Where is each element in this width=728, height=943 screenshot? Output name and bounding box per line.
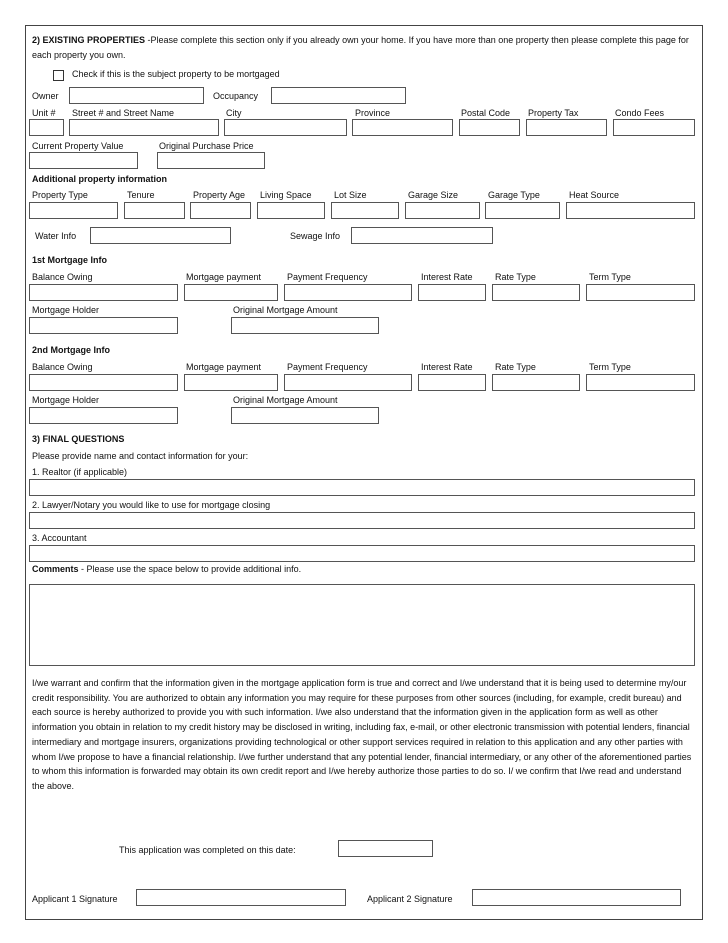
street-input[interactable]	[69, 119, 219, 136]
mortgage1-rate-label: Interest Rate	[421, 272, 473, 282]
purchase-price-label: Original Purchase Price	[159, 141, 254, 151]
purchase-price-input[interactable]	[157, 152, 265, 169]
mortgage2-rate-type-label: Rate Type	[495, 362, 536, 372]
mortgage2-rate-label: Interest Rate	[421, 362, 473, 372]
heat-source-input[interactable]	[566, 202, 695, 219]
province-label: Province	[355, 108, 391, 118]
unit-input[interactable]	[29, 119, 64, 136]
property-tax-input[interactable]	[526, 119, 607, 136]
mortgage1-rate-input[interactable]	[418, 284, 486, 301]
water-info-input[interactable]	[90, 227, 231, 244]
mortgage1-rate-type-input[interactable]	[492, 284, 580, 301]
mortgage2-rate-type-input[interactable]	[492, 374, 580, 391]
occupancy-input[interactable]	[271, 87, 406, 104]
garage-type-input[interactable]	[485, 202, 560, 219]
declaration-text: I/we warrant and confirm that the information given in the mortgage application form is true and correct and I/we understand that it is being used to determine my/our credit responsibility. You are authorized to obtain any information you may require for these purposes from other sources (including, for example, credit bureau) and each source is hereby authorized to provide you with such information. I/we also understand that the information given in the application form as well as other information you obtain in relation to my credit history may be disclosed in writing, including fax, e-mail, or other electronic transmission with potential lenders, financial intermediary and mortgage insurers, organizations providing technological or other support services required in relation to this application and any other parties with whom I/we propose to have a financial relationship. I/we further understand that any potential lender, financial intermediary, or any other of the aforementioned parties to whom this information is forwarded may obtain its own credit report and I/we hereby authorize those parties to do so. I/ we confirm that I/we read and understand the above.	[32, 678, 692, 791]
owner-label: Owner	[32, 91, 59, 101]
property-age-label: Property Age	[193, 190, 246, 200]
mortgage2-original-input[interactable]	[231, 407, 379, 424]
garage-size-label: Garage Size	[408, 190, 459, 200]
comments-label: Comments	[32, 564, 79, 574]
water-info-label: Water Info	[35, 231, 77, 241]
section-2-intro-text: -Please complete this section only if you already own your home. If you have more than one property then please complete this page for each property you own.	[32, 35, 689, 60]
lot-size-input[interactable]	[331, 202, 399, 219]
sewage-info-input[interactable]	[351, 227, 493, 244]
mortgage2-holder-input[interactable]	[29, 407, 178, 424]
mortgage1-term-input[interactable]	[586, 284, 695, 301]
tenure-input[interactable]	[124, 202, 185, 219]
applicant2-signature-label: Applicant 2 Signature	[367, 894, 453, 904]
subject-property-label: Check if this is the subject property to be mortgaged	[72, 69, 280, 79]
mortgage2-balance-input[interactable]	[29, 374, 178, 391]
lawyer-label: 2. Lawyer/Notary you would like to use for mortgage closing	[32, 500, 271, 510]
mortgage1-frequency-input[interactable]	[284, 284, 412, 301]
completion-date-label: This application was completed on this date:	[119, 845, 296, 855]
realtor-input[interactable]	[29, 479, 695, 496]
mortgage2-frequency-input[interactable]	[284, 374, 412, 391]
province-input[interactable]	[352, 119, 453, 136]
mortgage2-term-input[interactable]	[586, 374, 695, 391]
property-tax-label: Property Tax	[528, 108, 579, 118]
comments-hint: - Please use the space below to provide additional info.	[78, 564, 302, 574]
property-type-label: Property Type	[32, 190, 88, 200]
mortgage2-term-label: Term Type	[589, 362, 631, 372]
current-value-input[interactable]	[29, 152, 138, 169]
applicant2-signature-input[interactable]	[472, 889, 681, 906]
mortgage1-balance-input[interactable]	[29, 284, 178, 301]
postal-code-input[interactable]	[459, 119, 520, 136]
applicant1-signature-label: Applicant 1 Signature	[32, 894, 118, 904]
mortgage1-original-input[interactable]	[231, 317, 379, 334]
mortgage2-balance-label: Balance Owing	[32, 362, 93, 372]
section-2-intro	[32, 33, 696, 63]
living-space-label: Living Space	[260, 190, 312, 200]
mortgage1-rate-type-label: Rate Type	[495, 272, 536, 282]
mortgage1-holder-input[interactable]	[29, 317, 178, 334]
heat-source-label: Heat Source	[569, 190, 620, 200]
property-type-input[interactable]	[29, 202, 118, 219]
mortgage2-payment-input[interactable]	[184, 374, 278, 391]
tenure-label: Tenure	[127, 190, 155, 200]
mortgage2-frequency-label: Payment Frequency	[287, 362, 368, 372]
mortgage1-term-label: Term Type	[589, 272, 631, 282]
mortgage1-heading: 1st Mortgage Info	[32, 255, 108, 265]
applicant1-signature-input[interactable]	[136, 889, 346, 906]
mortgage1-payment-label: Mortgage payment	[186, 272, 262, 282]
condo-fees-input[interactable]	[613, 119, 695, 136]
owner-input[interactable]	[69, 87, 204, 104]
condo-fees-label: Condo Fees	[615, 108, 665, 118]
subject-property-checkbox[interactable]	[53, 70, 64, 81]
mortgage1-balance-label: Balance Owing	[32, 272, 93, 282]
street-label: Street # and Street Name	[72, 108, 175, 118]
garage-size-input[interactable]	[405, 202, 480, 219]
mortgage1-payment-input[interactable]	[184, 284, 278, 301]
completion-date-input[interactable]	[338, 840, 433, 857]
mortgage2-rate-input[interactable]	[418, 374, 486, 391]
living-space-input[interactable]	[257, 202, 325, 219]
accountant-label: 3. Accountant	[32, 533, 87, 543]
current-value-label: Current Property Value	[32, 141, 124, 151]
final-questions-heading: 3) FINAL QUESTIONS	[32, 434, 125, 444]
mortgage1-holder-label: Mortgage Holder	[32, 305, 100, 315]
postal-code-label: Postal Code	[461, 108, 511, 118]
comments-textarea[interactable]	[29, 584, 695, 666]
lot-size-label: Lot Size	[334, 190, 367, 200]
comments-label-row	[32, 564, 301, 575]
mortgage2-payment-label: Mortgage payment	[186, 362, 262, 372]
city-input[interactable]	[224, 119, 347, 136]
mortgage2-holder-label: Mortgage Holder	[32, 395, 100, 405]
realtor-label: 1. Realtor (if applicable)	[32, 467, 128, 477]
accountant-input[interactable]	[29, 545, 695, 562]
unit-label: Unit #	[32, 108, 56, 118]
mortgage1-frequency-label: Payment Frequency	[287, 272, 368, 282]
property-age-input[interactable]	[190, 202, 251, 219]
additional-info-heading: Additional property information	[32, 174, 167, 184]
mortgage1-original-label: Original Mortgage Amount	[233, 305, 338, 315]
garage-type-label: Garage Type	[488, 190, 540, 200]
sewage-info-label: Sewage Info	[290, 231, 341, 241]
mortgage2-original-label: Original Mortgage Amount	[233, 395, 338, 405]
city-label: City	[226, 108, 242, 118]
mortgage2-heading: 2nd Mortgage Info	[32, 345, 110, 355]
occupancy-label: Occupancy	[213, 91, 259, 101]
section-2-heading: 2) EXISTING PROPERTIES	[32, 35, 146, 45]
final-questions-intro: Please provide name and contact information for your:	[32, 451, 249, 461]
lawyer-input[interactable]	[29, 512, 695, 529]
